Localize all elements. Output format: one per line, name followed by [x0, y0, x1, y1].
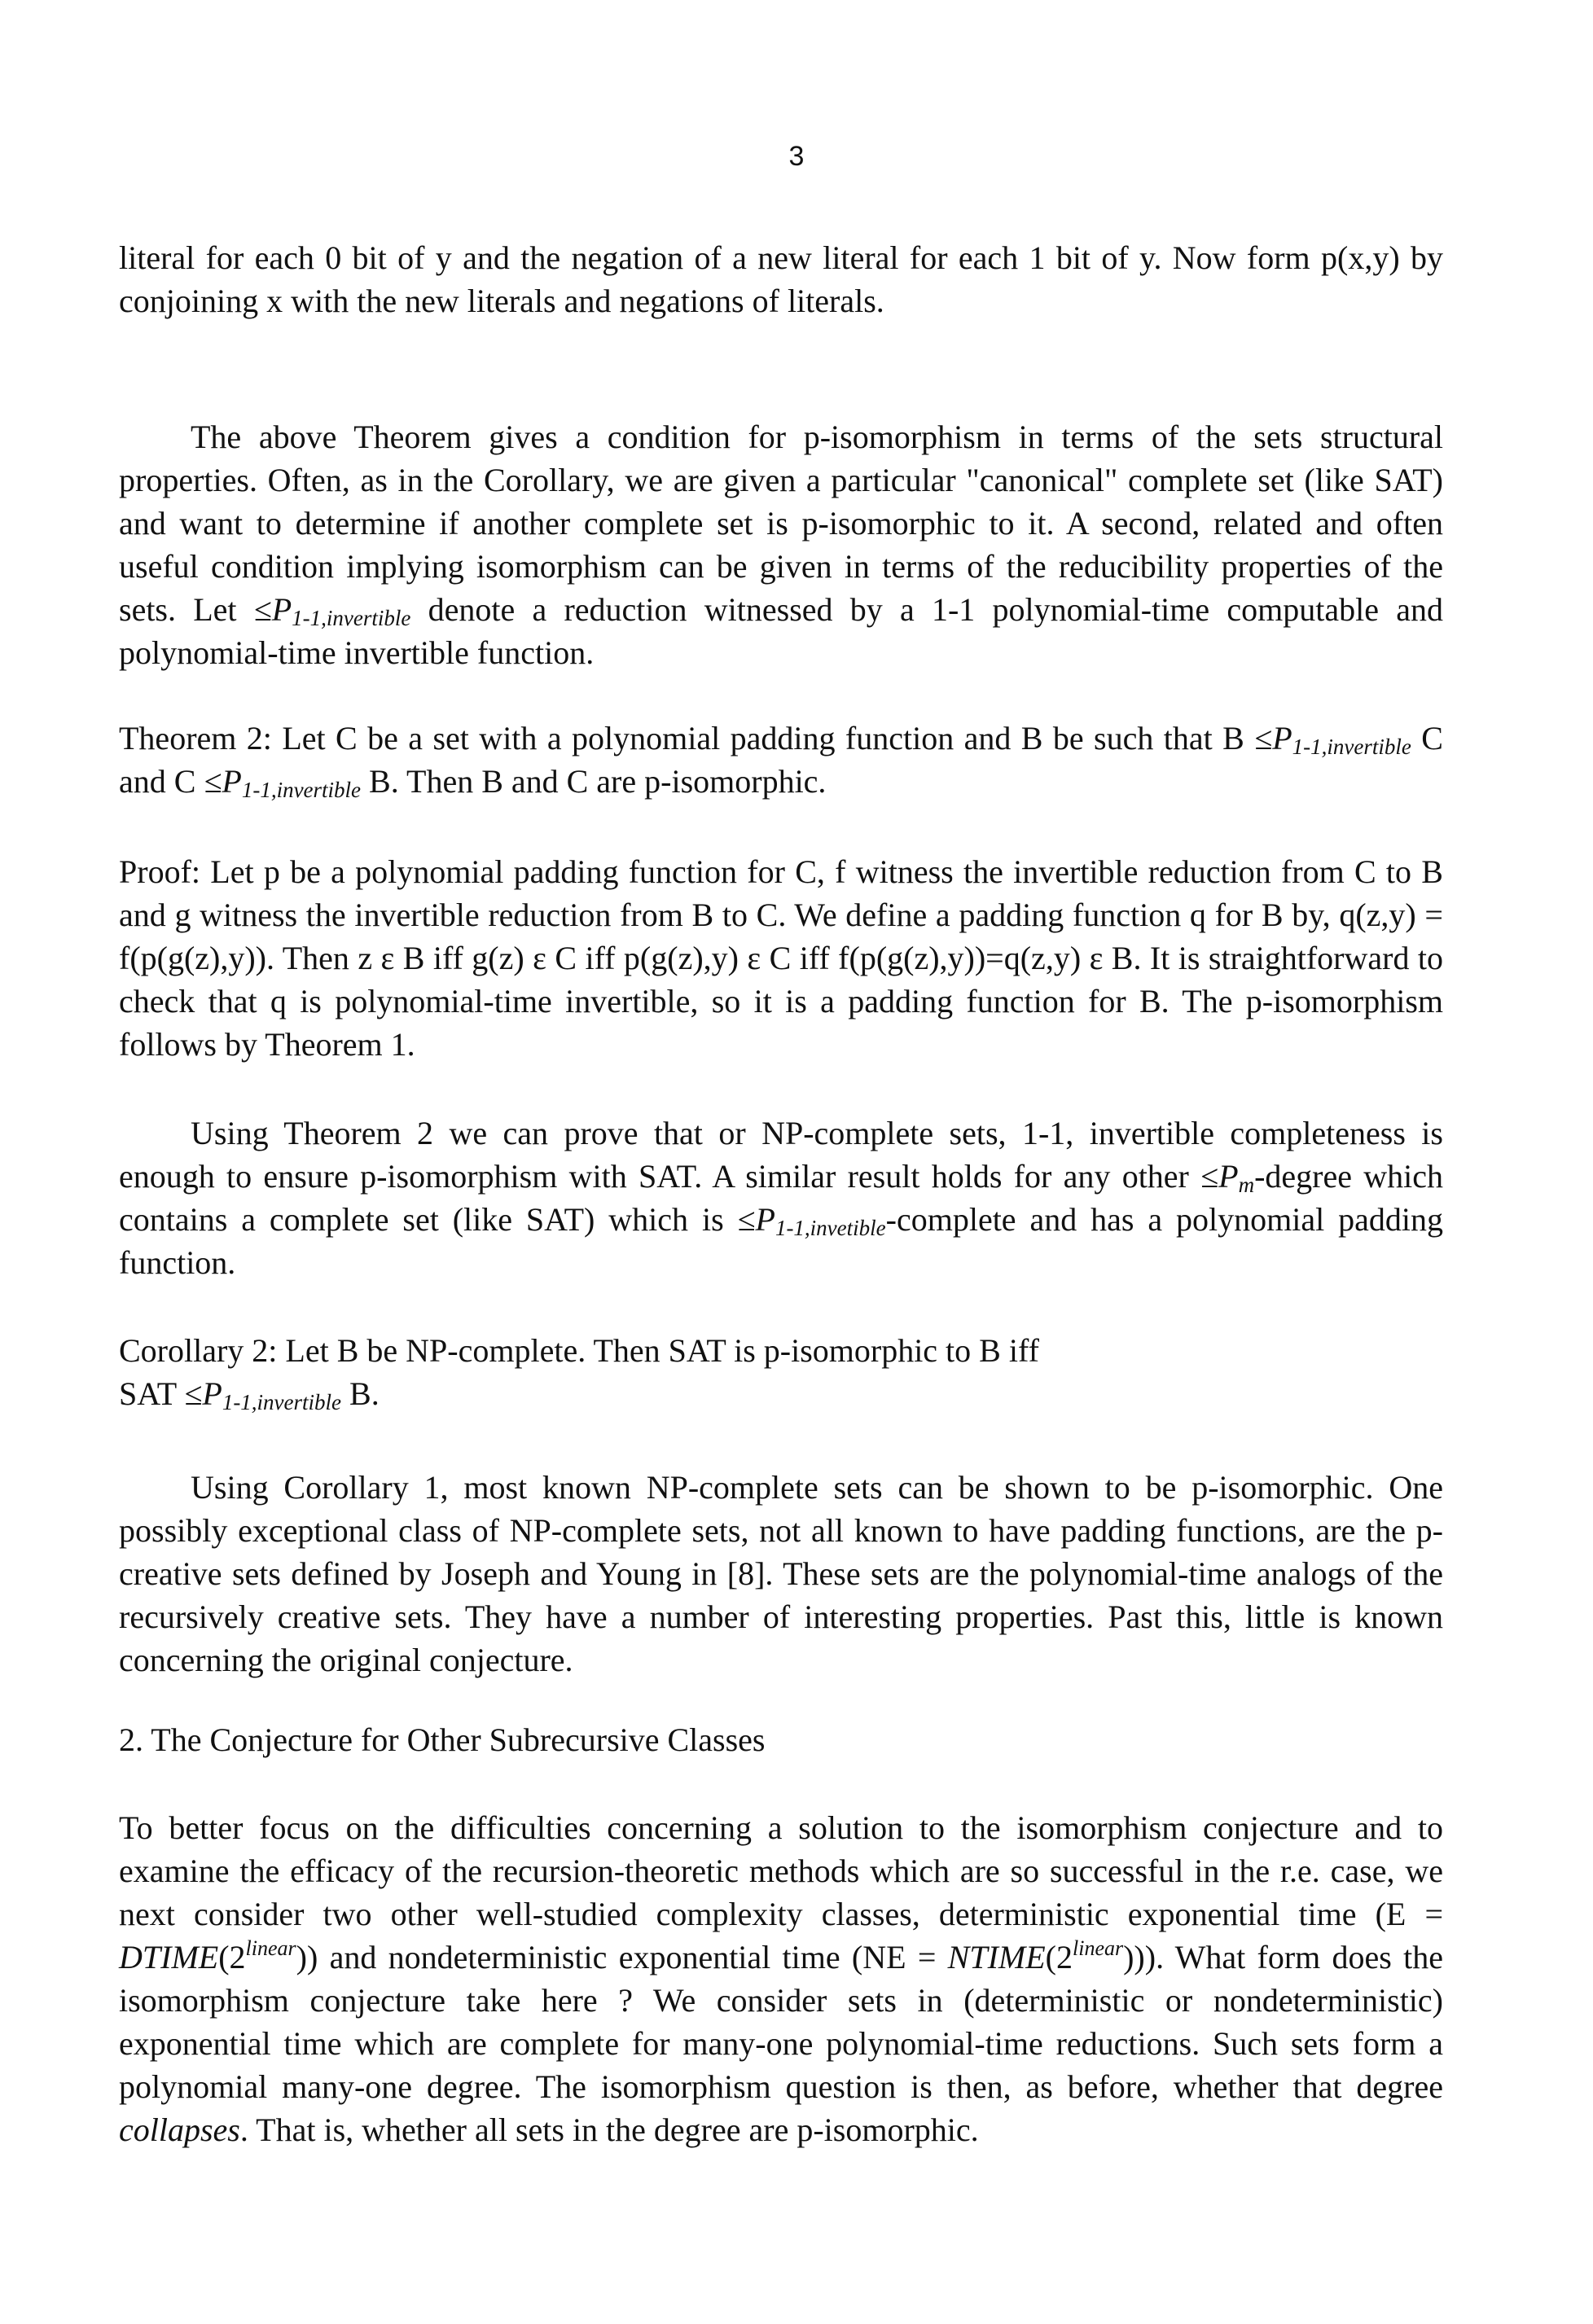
paragraph-literal-construction: literal for each 0 bit of y and the negation of a new literal for each 1 bit of y. Now form p(x,y) by conjoining x with the new literals and negations of literals. — [119, 239, 1443, 319]
text-run: The above Theorem gives a condition for p-isomorphism in terms of the sets structural properties. Often, as in the Corollary, we are given a particular "canonical" complete set (like SAT) and want to determine if another complete set is p-isomorphic to it. A second, related and often useful condition implying isomorphism can be given in terms of the reducibility properties of the sets. Let — [119, 419, 1443, 628]
reduction-symbol — [184, 1375, 341, 1412]
reduction-p: P — [1272, 720, 1292, 756]
reduction-symbol — [204, 763, 361, 800]
text-run: B. Then B and C are p-isomorphic. — [361, 763, 827, 800]
text-run: (2 — [1045, 1939, 1073, 1975]
dtime-term: DTIME — [119, 1939, 219, 1975]
page-number: 3 — [788, 141, 805, 172]
reduction-subscript: 1-1,invertible — [292, 606, 411, 630]
reduction-p: P — [1218, 1158, 1239, 1195]
text-run: Theorem 2: Let C be a set with a polynomial padding function and B be such that B — [119, 720, 1255, 756]
reduction-p: P — [755, 1201, 775, 1238]
paragraph-isomorphism-condition — [119, 415, 1443, 674]
text-run: . That is, whether all sets in the degree are p-isomorphic. — [239, 2111, 979, 2148]
ntime-term: NTIME — [947, 1939, 1046, 1975]
proof-theorem-2: Proof: Let p be a polynomial padding function for C, f witness the invertible reduction from C to B and g witness the invertible reduction from B to C. We define a padding function q for B by, q(z,y) = f(p(g(z),y)). Then z ε B iff g(z) ε C iff p(g(z),y) ε C iff f(p(g(z),y))=q(z,y) ε B. It is straightforward to check that q is polynomial-time invertible, so it is a padding function for B. The p-isomorphism follows by Theorem 1. — [119, 853, 1443, 1063]
section-heading: 2. The Conjecture for Other Subrecursive Classes — [119, 1721, 766, 1758]
leq-symbol: ≤ — [253, 591, 272, 628]
reduction-symbol — [738, 1201, 886, 1238]
reduction-subscript: 1-1,invertible — [222, 1390, 342, 1414]
reduction-p: P — [222, 763, 242, 800]
text-run: To better focus on the difficulties concerning a solution to the isomorphism conjecture and to examine the efficacy of the recursion-theoretic methods which are so successful in the r.e. case, we next consider two other well-studied complexity classes, deterministic exponential time (E = — [119, 1809, 1443, 1932]
text-run: B. — [341, 1375, 380, 1412]
reduction-symbol — [1200, 1158, 1254, 1195]
text-run: denote a reduction witnessed by a 1-1 polynomial-time computable and polynomial-time invertible function. — [119, 591, 1443, 671]
corollary-line: Corollary 2: Let B be NP-complete. Then SAT is p-isomorphic to B iff — [119, 1332, 1039, 1369]
reduction-subscript: 1-1,invetible — [775, 1216, 886, 1240]
reduction-subscript: 1-1,invertible — [1292, 734, 1411, 759]
text-run: -complete and has a polynomial padding function. — [119, 1201, 1444, 1281]
exponent: linear — [1073, 1936, 1124, 1960]
text-run: and nondeterministic exponential time (NE = — [318, 1939, 948, 1975]
text-run: Using Theorem 2 we can prove that or NP-complete sets, 1-1, invertible completeness is enough to ensure p-isomorphism with SAT. A similar result holds for any other — [119, 1115, 1443, 1195]
text-run: C and C — [119, 720, 1443, 800]
exponent: linear — [245, 1936, 296, 1960]
text-run: SAT — [119, 1375, 185, 1412]
paragraph-exponential-time — [119, 1806, 1443, 2151]
paragraph-p-creative-sets: Using Corollary 1, most known NP-complete sets can be shown to be p-isomorphic. One possibly exceptional class of NP-complete sets, not all known to have padding functions, are the p-creative sets defined by Joseph and Young in [8]. These sets are the polynomial-time analogs of the recursively creative sets. They have a number of interesting properties. Past this, little is known concerning the original conjecture. — [119, 1469, 1443, 1678]
leq-symbol: ≤ — [1254, 720, 1273, 756]
reduction-p: P — [202, 1375, 222, 1412]
reduction-symbol — [254, 591, 411, 628]
reduction-p: P — [271, 591, 292, 628]
reduction-subscript: 1-1,invertible — [241, 778, 362, 802]
leq-symbol: ≤ — [184, 1375, 203, 1412]
text-run: )) — [1123, 1939, 1145, 1975]
reduction-subscript: m — [1238, 1173, 1255, 1197]
text-run: ). What form does the isomorphism conjecture take here ? We consider sets in (deterministic or nondeterministic) exponential time which are complete for many-one polynomial-time reductions. Such sets form a polynomial many-one degree. The isomorphism question is then, as before, whether that degree — [119, 1939, 1443, 2105]
reduction-symbol — [1254, 720, 1411, 759]
paragraph-np-complete-isomorphism — [119, 1112, 1443, 1284]
leq-symbol: ≤ — [204, 763, 222, 800]
corollary-2 — [119, 1329, 1443, 1415]
text-run: -degree which contains a complete set (like SAT) which is — [119, 1158, 1444, 1238]
text-run: (2 — [218, 1939, 246, 1975]
leq-symbol: ≤ — [1200, 1158, 1219, 1195]
leq-symbol: ≤ — [737, 1201, 756, 1238]
text-run: )) — [296, 1939, 318, 1975]
theorem-2 — [119, 717, 1443, 803]
collapses-term: collapses — [119, 2111, 240, 2148]
